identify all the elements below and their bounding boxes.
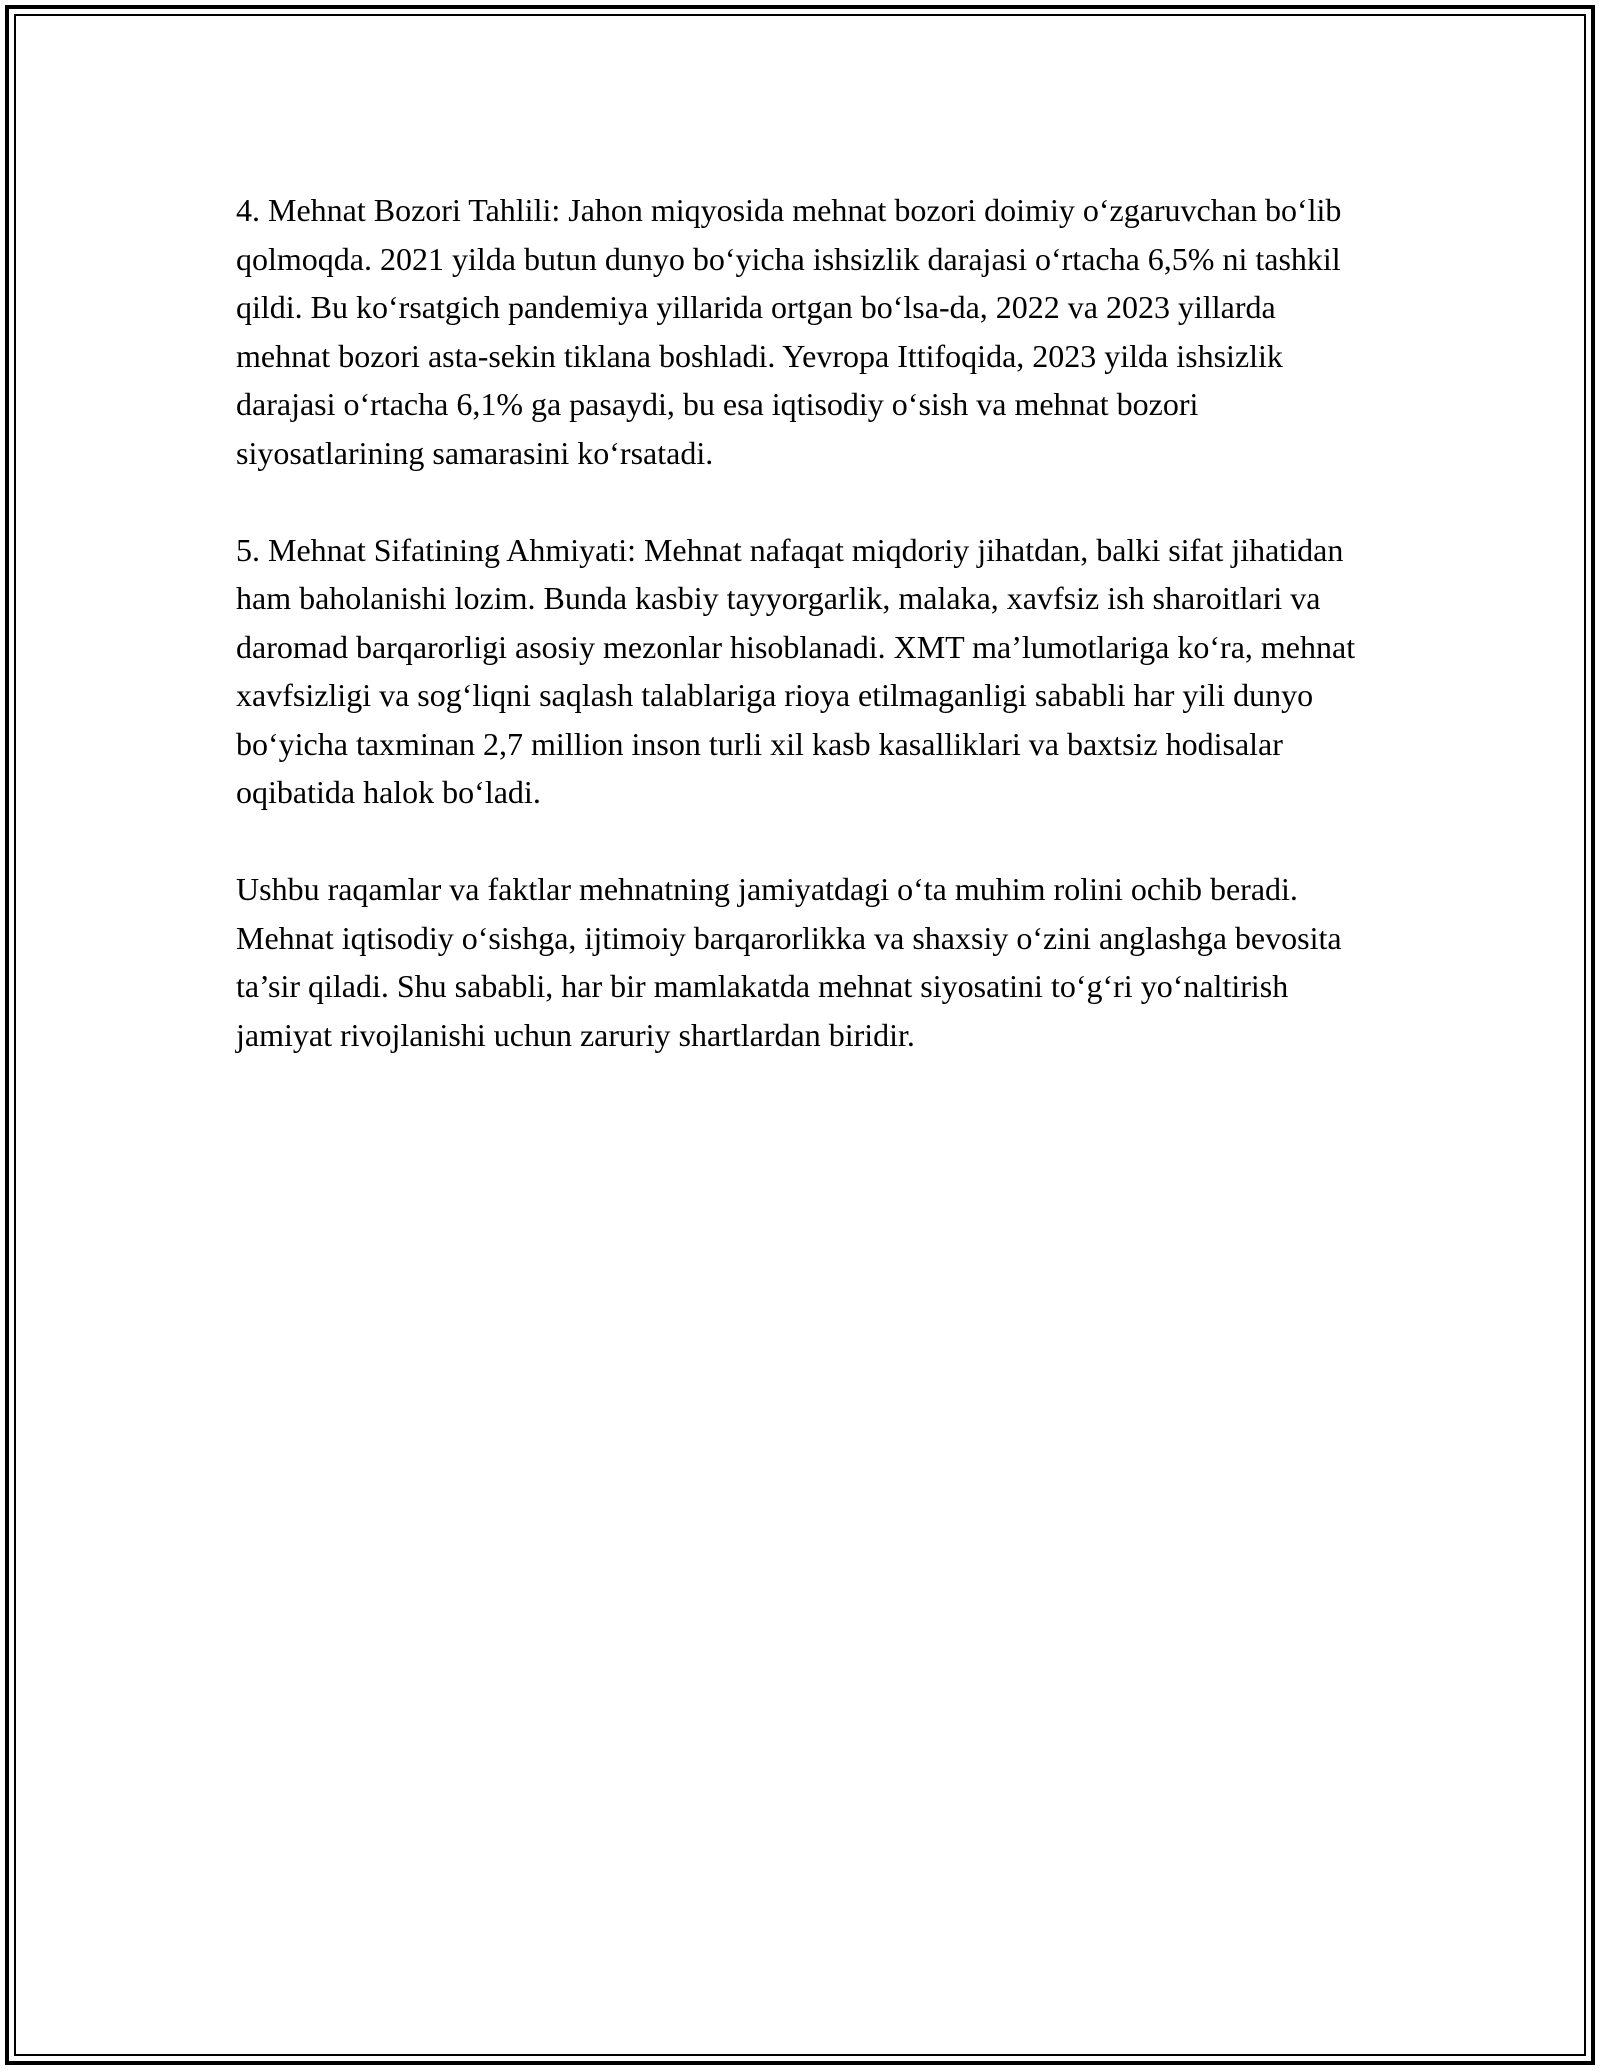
document-body	[236, 186, 1366, 1059]
paragraph-conclusion: Ushbu raqamlar va faktlar mehnatning jamiyatdagi o‘ta muhim rolini ochib beradi. Mehnat iqtisodiy o‘sishga, ijtimoiy barqarorlikka va shaxsiy o‘zini anglashga bevosita ta’sir qiladi. Shu sababli, har bir mamlakatda mehnat siyosatini to‘g‘ri yo‘naltirish jamiyat rivojlanishi uchun zaruriy shartlardan biridir.	[236, 871, 1342, 1053]
paragraph-labor-market-analysis: 4. Mehnat Bozori Tahlili: Jahon miqyosida mehnat bozori doimiy o‘zgaruvchan bo‘lib qolmoqda. 2021 yilda butun dunyo bo‘yicha ishsizlik darajasi o‘rtacha 6,5% ni tashkil qildi. Bu ko‘rsatgich pandemiya yillarida ortgan bo‘lsa-da, 2022 va 2023 yillarda mehnat bozori asta-sekin tiklana boshladi. Yevropa Ittifoqida, 2023 yilda ishsizlik darajasi o‘rtacha 6,1% ga pasaydi, bu esa iqtisodiy o‘sish va mehnat bozori siyosatlarining samarasini ko‘rsatadi.	[236, 192, 1342, 471]
paragraph-labor-quality-importance: 5. Mehnat Sifatining Ahmiyati: Mehnat nafaqat miqdoriy jihatdan, balki sifat jihatidan ham baholanishi lozim. Bunda kasbiy tayyorgarlik, malaka, xavfsiz ish sharoitlari va daromad barqarorligi asosiy mezonlar hisoblanadi. XMT ma’lumotlariga ko‘ra, mehnat xavfsizligi va sog‘liqni saqlash talablariga rioya etilmaganligi sababli har yili dunyo bo‘yicha taxminan 2,7 million inson turli xil kasb kasalliklari va baxtsiz hodisalar oqibatida halok bo‘ladi.	[236, 531, 1356, 810]
